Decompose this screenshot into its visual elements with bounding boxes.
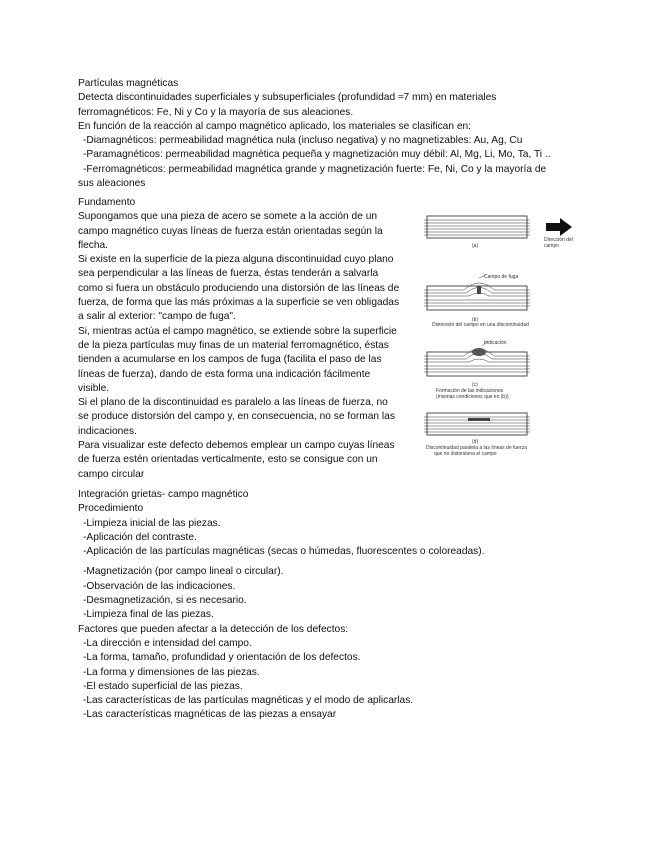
- list-item: -Limpieza final de las piezas.: [83, 609, 214, 621]
- figure-callout: Campo de fuga: [484, 274, 519, 280]
- subsection-title: Procedimiento: [78, 503, 144, 515]
- integracion-section: [78, 488, 578, 723]
- figure-c: [424, 338, 534, 400]
- list-item: -Las características de las partículas magnéticas y el modo de aplicarlas.: [83, 695, 414, 707]
- figure-label: (b): [472, 317, 479, 323]
- figure-caption: que no distorsiona el campo: [434, 451, 497, 457]
- list-item: -Observación de las indicaciones.: [83, 580, 236, 592]
- section-title: Integración grietas- campo magnético: [78, 489, 249, 500]
- paragraph: Supongamos que una pieza de acero se somete a la acción de un campo magnético cuyas líneas de fuerza están orientadas según la flecha.: [78, 211, 383, 251]
- text-line: sus aleaciones: [78, 178, 146, 190]
- figure-a: [424, 213, 574, 247]
- list-item: -Desmagnetización, si es necesario.: [83, 595, 247, 607]
- list-item: -La forma, tamaño, profundidad y orientación de los defectos.: [83, 652, 361, 664]
- figure-caption: Discontinuidad paralela a las líneas de fuerza: [426, 445, 527, 451]
- list-item: -Aplicación del contraste.: [83, 531, 197, 543]
- list-item: -Las características magnéticas de las piezas a ensayar: [83, 709, 337, 721]
- figure-caption: Distorsión del campo en una discontinuidad: [432, 322, 529, 328]
- text-line: ferromagnéticos: Fe, Ni y Co y la mayoría de sus aleaciones.: [78, 106, 354, 118]
- section-title: Fundamento: [78, 197, 136, 208]
- paragraph: Si, mientras actúa el campo magnético, se extiende sobre la superficie de la pieza partículas muy finas de un material ferromagnético, éstas tienden a acumularse en los campos de fuga (facilita el paso de las líneas de fuerza), dando de esta forma una indicación fácilmente visible.: [78, 325, 397, 394]
- list-item: -Aplicación de las partículas magnéticas (secas o húmedas, fluorescentes o coloreadas).: [83, 546, 485, 558]
- figure-label: (d): [472, 439, 479, 445]
- subsection-title: Factores que pueden afectar a la detección de los defectos:: [78, 623, 349, 635]
- arrow-icon: [546, 218, 572, 236]
- list-item: -Limpieza inicial de las piezas.: [83, 517, 221, 529]
- text-line: Detecta discontinuidades superficiales y subsuperficiales (profundidad ≈7 mm) en materiales: [78, 92, 497, 104]
- paragraph: Para visualizar este defecto debemos emplear un campo cuyas líneas de fuerza estén orientadas verticalmente, esto se consigue con un campo circular: [78, 440, 395, 480]
- figure-d: [424, 410, 534, 457]
- figure-label: (a): [472, 243, 479, 249]
- intro-section: [78, 77, 578, 191]
- fundamento-section: [78, 196, 400, 482]
- figure-b: [424, 272, 534, 328]
- figure-caption: (mismas condiciones que en (b)): [436, 394, 509, 400]
- list-item: -Paramagnéticos: permeabilidad magnética pequeña y magnetización muy débil: Al, Mg, Li, Mo, Ta, Ti ..: [83, 149, 551, 161]
- section-title: Partículas magnéticas: [78, 78, 179, 89]
- list-item: -Ferromagnéticos: permeabilidad magnética grande y magnetización fuerte: Fe, Ni, Co y la mayoría de: [83, 163, 547, 175]
- list-item: -Diamagnéticos: permeabilidad magnética nula (incluso negativa) y no magnetizables: Au, Ag, Cu: [83, 135, 523, 147]
- paragraph: Si el plano de la discontinuidad es paralelo a las líneas de fuerza, no se produce distorsión del campo y, en consecuencia, no se forman las indicaciones.: [78, 397, 395, 437]
- list-item: -El estado superficial de las piezas.: [83, 680, 243, 692]
- figure-caption: Formación de las indicaciones: [436, 388, 504, 394]
- list-item: -La dirección e intensidad del campo.: [83, 637, 252, 649]
- arrow-label: Dirección del campo: [544, 237, 573, 249]
- figure-d-drawing: [424, 410, 534, 440]
- figure-c-drawing: [424, 338, 534, 384]
- text-line: En función de la reacción al campo magnético aplicado, los materiales se clasifican en:: [78, 120, 471, 132]
- list-item: -La forma y dimensiones de las piezas.: [83, 666, 260, 678]
- figure-label: (c): [472, 382, 478, 388]
- paragraph: Si existe en la superficie de la pieza alguna discontinuidad cuyo plano sea perpendicular a las líneas de fuerza, éstas tenderán a salvarla como si fuera un obstáculo produciendo una distorsión de las líneas de fuerza, de forma que las más próximas a la superficie se ven obligadas a salir al exterior: "campo de fuga".: [78, 254, 400, 323]
- figure-callout: Indicación: [484, 340, 507, 346]
- list-item: -Magnetización (por campo lineal o circular).: [83, 566, 284, 578]
